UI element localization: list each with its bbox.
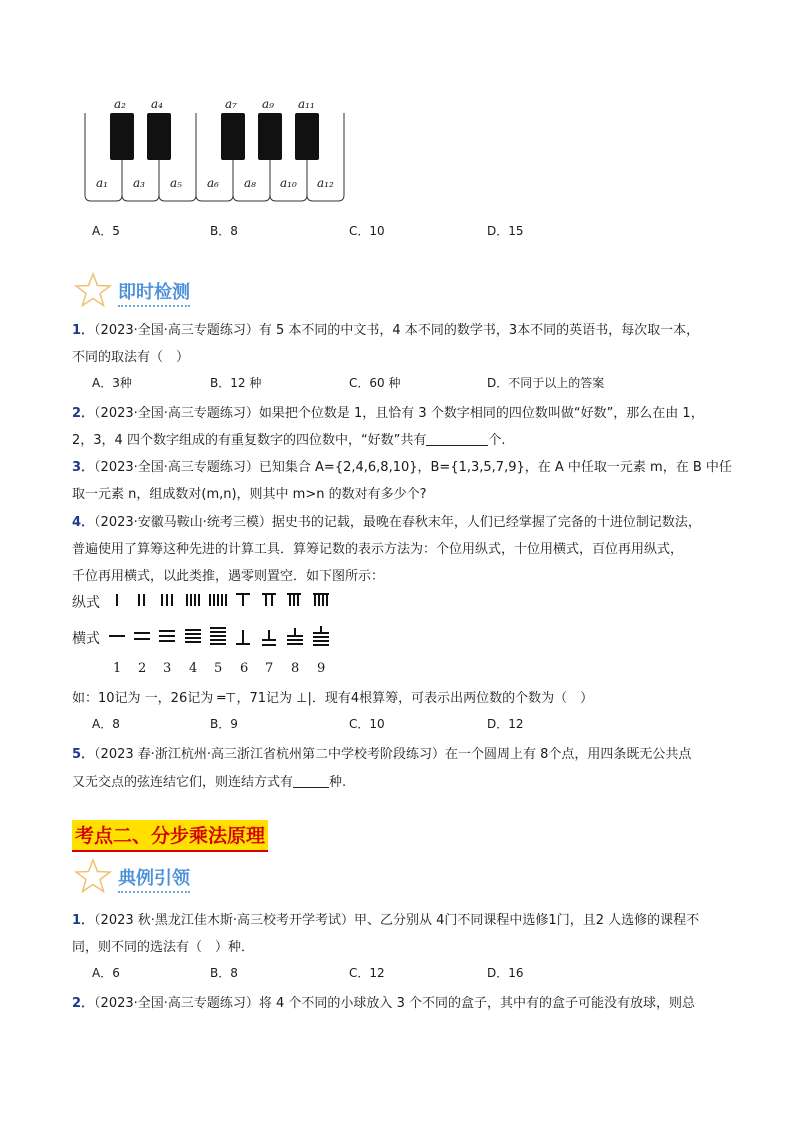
- section-title-instant-check: 即时检测: [118, 278, 190, 307]
- black-key-7: [221, 113, 245, 160]
- rod-vertical-2: [139, 594, 144, 606]
- e1-option-b: B．8: [210, 966, 238, 980]
- digit-label: 7: [265, 661, 274, 676]
- rod-vertical-8: [287, 594, 301, 606]
- q4-line2: 普遍使用了算筹这种先进的计算工具．算筹记数的表示方法为：个位用纵式，十位用横式，百位再用纵式，: [72, 542, 684, 557]
- rod-horizontal-4: [185, 630, 201, 642]
- e1-line2: 同，则不同的选法有（ ）种．: [72, 940, 255, 955]
- rod-vertical-6: [236, 594, 250, 606]
- white-key-label: a₁₀: [280, 176, 297, 190]
- e1-line1: 1．（2023 秋·黑龙江佳木斯·高三校考开学考试）甲、乙分别从 4门不同课程中选修1门，且2 人选修的课程不: [72, 913, 700, 928]
- q4-line3: 千位再用横式，以此类推，遇零则置空．如下图所示：: [72, 569, 385, 584]
- q4-line1: 4．（2023·安徽马鞍山·统考三模）据史书的记载，最晚在春秋末年，人们已经掌握了完备的十进位制记数法，: [72, 515, 701, 530]
- q4-option-a: A．8: [92, 717, 120, 731]
- q1-line2: 不同的取法有（ ）: [72, 350, 190, 365]
- black-key-label: a₁₁: [298, 97, 315, 111]
- vertical-form-label: 纵式: [72, 595, 100, 611]
- e2-line1: 2．（2023·全国·高三专题练习）将 4 个不同的小球放入 3 个不同的盒子，其中有的盒子可能没有放球，则总: [72, 996, 695, 1011]
- rod-vertical-3: [162, 594, 172, 606]
- digit-label: 9: [317, 661, 326, 676]
- rod-horizontal-9: [313, 626, 329, 645]
- white-key-label: a₁₂: [317, 176, 334, 190]
- digit-label: 6: [240, 661, 249, 676]
- black-key-label: a₉: [262, 97, 274, 111]
- rod-horizontal-5: [210, 628, 226, 644]
- rod-vertical-4: [187, 594, 199, 606]
- q2-line1: 2．（2023·全国·高三专题练习）如果把个位数是 1，且恰有 3 个数字相同的四位数叫做“好数”，那么在由 1，: [72, 406, 704, 421]
- digit-label: 4: [189, 661, 198, 676]
- q3-line2: 取一元素 n，组成数对(m,n)，则其中 m>n 的数对有多少个?: [72, 487, 427, 502]
- digit-label: 2: [138, 661, 147, 676]
- q1-line1: 1．（2023·全国·高三专题练习）有 5 本不同的中文书，4 本不同的数学书，3本不同的英语书，每次取一本，: [72, 323, 700, 338]
- white-key-label: a₃: [133, 176, 145, 190]
- q1-option-d: D．不同于以上的答案: [487, 376, 605, 390]
- answer-blank: [426, 433, 488, 446]
- black-key-label: a₇: [225, 97, 237, 111]
- q4-option-c: C．10: [349, 717, 385, 731]
- e1-option-a: A．6: [92, 966, 120, 980]
- q1-option-c: C．60 种: [349, 376, 401, 390]
- rod-vertical-7: [262, 594, 276, 606]
- horizontal-form-label: 横式: [72, 631, 100, 647]
- white-key-label: a₈: [244, 176, 256, 190]
- white-key-label: a₁: [96, 176, 108, 190]
- star-icon: [74, 272, 112, 308]
- rod-horizontal-2: [134, 633, 150, 639]
- rod-vertical-9: [313, 594, 329, 606]
- q5-line1: 5．（2023 春·浙江杭州·高三浙江省杭州第二中学校考阶段练习）在一个圆周上有 8个点，用四条既无公共点: [72, 747, 692, 762]
- section-title-examples: 典例引领: [118, 864, 190, 893]
- black-key-2: [110, 113, 134, 160]
- rod-horizontal-7: [262, 630, 276, 645]
- star-icon: [74, 858, 112, 894]
- black-key-label: a₄: [151, 97, 163, 111]
- e1-option-d: D．16: [487, 966, 524, 980]
- black-key-11: [295, 113, 319, 160]
- digit-label: 1: [113, 661, 122, 676]
- q3-line1: 3．（2023·全国·高三专题练习）已知集合 A={2,4,6,8,10}，B={1,3,5,7,9}，在 A 中任取一元素 m，在 B 中任: [72, 460, 732, 475]
- q4-option-d: D．12: [487, 717, 524, 731]
- q2-line2: 2，3，4 四个数字组成的有重复数字的四位数中，“好数”共有 个.: [72, 433, 506, 448]
- option-b: B．8: [210, 224, 238, 238]
- digit-label: 8: [291, 661, 300, 676]
- q5-line2: 又无交点的弦连结它们，则连结方式有 种.: [72, 775, 347, 790]
- q1-option-b: B．12 种: [210, 376, 262, 390]
- q1-option-a: A．3种: [92, 376, 132, 390]
- black-key-4: [147, 113, 171, 160]
- white-key-label: a₆: [207, 176, 219, 190]
- q4-option-b: B．9: [210, 717, 238, 731]
- counting-rods-figure: [105, 588, 335, 658]
- rod-vertical-5: [210, 594, 226, 606]
- rod-horizontal-6: [236, 630, 250, 644]
- rod-horizontal-3: [159, 631, 175, 641]
- option-d: D．15: [487, 224, 524, 238]
- answer-blank: [293, 775, 329, 788]
- e1-option-c: C．12: [349, 966, 385, 980]
- black-key-9: [258, 113, 282, 160]
- black-key-label: a₂: [114, 97, 126, 111]
- rod-horizontal-8: [287, 628, 303, 644]
- digit-label: 3: [163, 661, 172, 676]
- q4-line4: 如：10记为 一，26记为 ═⊤，71记为 ⊥|．现有4根算筹，可表示出两位数的个数为（ ）: [72, 691, 594, 706]
- option-c: C．10: [349, 224, 385, 238]
- white-key-label: a₅: [170, 176, 182, 190]
- topic-heading: 考点二、分步乘法原理: [72, 820, 268, 852]
- digit-label: 5: [214, 661, 223, 676]
- option-a: A．5: [92, 224, 120, 238]
